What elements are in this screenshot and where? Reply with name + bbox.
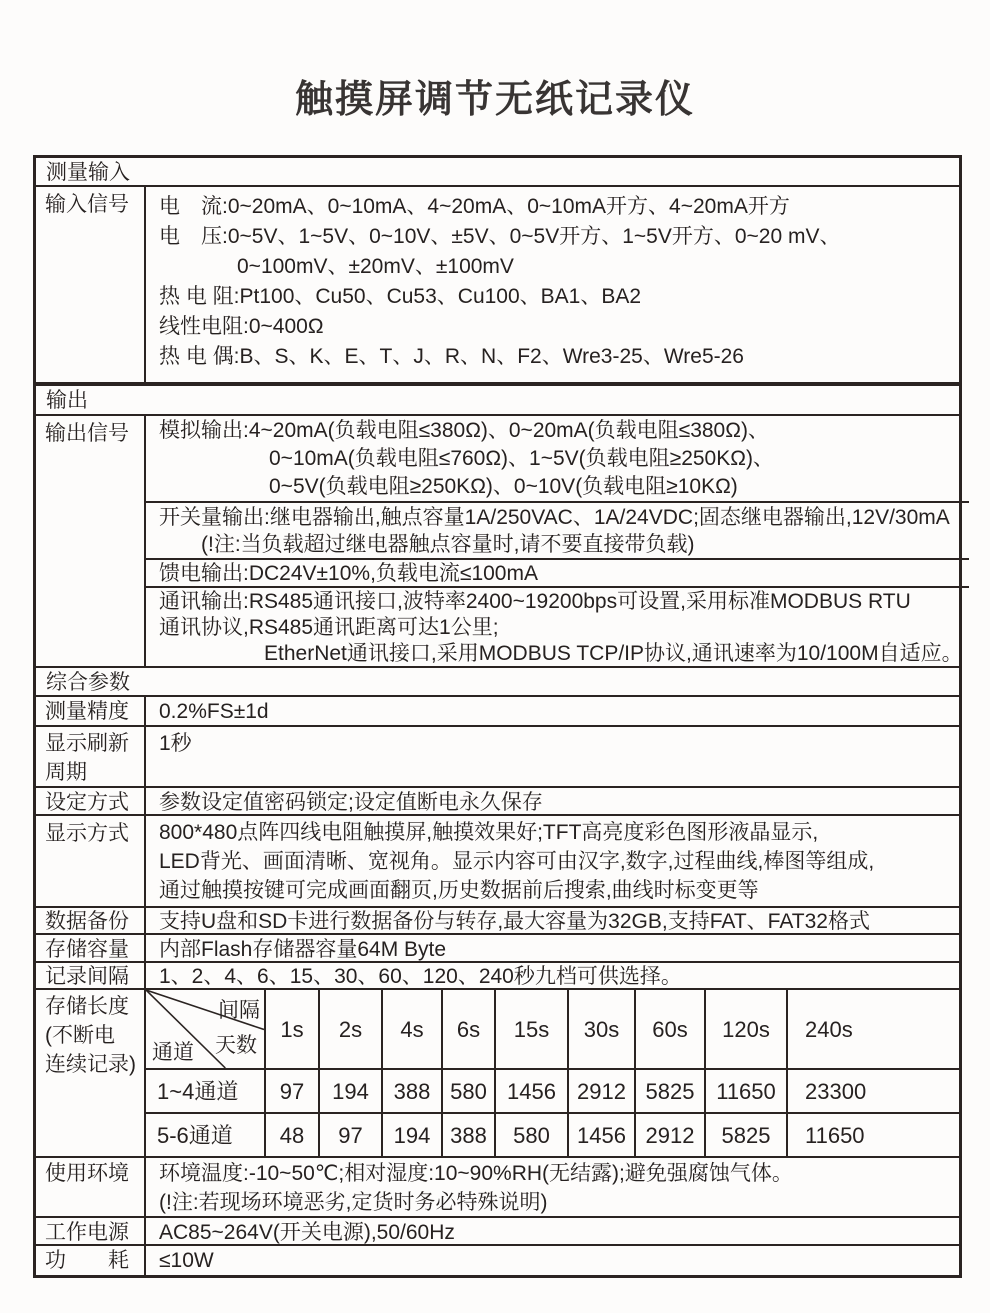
page-title: 触摸屏调节无纸记录仪 xyxy=(294,79,695,121)
label-accuracy: 测量精度 xyxy=(36,697,146,725)
value-refresh: 1秒 xyxy=(159,732,192,755)
spec-line: 馈电输出:DC24V±10%,负载电流≤100mA xyxy=(159,562,538,585)
label-capacity: 存储容量 xyxy=(36,935,146,961)
value-power: AC85~264V(开关电源),50/60Hz xyxy=(159,1221,455,1244)
storage-col-header: 1s xyxy=(265,990,319,1069)
spec-line: 电 压:0~5V、1~5V、0~10V、±5V、0~5V开方、1~5V开方、0~20 mV、 xyxy=(159,225,841,248)
label-refresh xyxy=(36,727,146,786)
storage-cell: 11650 xyxy=(705,1069,787,1113)
storage-cell: 388 xyxy=(442,1113,495,1156)
spec-line: LED背光、画面清晰、宽视角。显示内容可由汉字,数字,过程曲线,棒图等组成, xyxy=(159,850,875,873)
storage-table xyxy=(146,990,959,1156)
label-storage-line2: (不断电 xyxy=(45,1024,115,1047)
value-accuracy: 0.2%FS±1d xyxy=(159,700,269,723)
storage-cell: 5825 xyxy=(705,1113,787,1156)
label-storage-line3: 连续记录) xyxy=(45,1053,136,1076)
section-row-output xyxy=(36,386,959,416)
label-setting: 设定方式 xyxy=(36,788,146,814)
storage-row-label: 1~4通道 xyxy=(146,1069,265,1113)
spec-line: 开关量输出:继电器输出,触点容量1A/250VAC、1A/24VDC;固态继电器输出,12V/30mA xyxy=(159,506,950,529)
storage-cell: 23300 xyxy=(787,1069,959,1113)
spec-line: (!注:若现场环境恶劣,定货时务必特殊说明) xyxy=(159,1191,548,1214)
storage-row-1-4 xyxy=(146,1069,959,1113)
subrow-comm-output xyxy=(146,588,969,668)
row-power xyxy=(36,1218,959,1246)
storage-cell: 580 xyxy=(442,1069,495,1113)
label-input-signal: 输入信号 xyxy=(36,187,146,382)
storage-col-header: 120s xyxy=(705,990,787,1069)
corner-label-days: 天数 xyxy=(215,1034,257,1057)
label-power: 工作电源 xyxy=(36,1218,146,1244)
spec-line: 800*480点阵四线电阻触摸屏,触摸效果好;TFT高亮度彩色图形液晶显示, xyxy=(159,821,819,844)
content-input-signal xyxy=(146,187,959,382)
row-interval xyxy=(36,963,959,990)
storage-cell: 2912 xyxy=(568,1069,635,1113)
storage-cell: 11650 xyxy=(787,1113,959,1156)
label-storage-line1: 存储长度 xyxy=(45,995,129,1018)
content-environment xyxy=(146,1158,959,1216)
row-capacity xyxy=(36,935,959,963)
spec-line: 通讯协议,RS485通讯距离可达1公里; xyxy=(159,616,499,639)
spec-line: 通讯输出:RS485通讯接口,波特率2400~19200bps可设置,采用标准MODBUS RTU xyxy=(159,590,911,613)
label-environment: 使用环境 xyxy=(36,1158,146,1216)
storage-cell: 97 xyxy=(265,1069,319,1113)
spec-line: 通过触摸按键可完成画面翻页,历史数据前后搜索,曲线时标变更等 xyxy=(159,879,759,902)
corner-label-interval: 间隔 xyxy=(218,999,260,1022)
row-backup xyxy=(36,908,959,935)
spec-line: 模拟输出:4~20mA(负载电阻≤380Ω)、0~20mA(负载电阻≤380Ω)、 xyxy=(159,419,769,442)
value-interval: 1、2、4、6、15、30、60、120、240秒九档可供选择。 xyxy=(159,965,682,988)
storage-col-header: 240s xyxy=(787,990,959,1069)
storage-cell: 388 xyxy=(382,1069,442,1113)
row-setting xyxy=(36,788,959,816)
row-consumption xyxy=(36,1246,959,1275)
row-output-signal xyxy=(36,416,963,668)
storage-row-label: 5-6通道 xyxy=(146,1113,265,1156)
spec-line: (!注:当负载超过继电器触点容量时,请不要直接带负载) xyxy=(201,533,695,556)
storage-cell: 194 xyxy=(382,1113,442,1156)
storage-cell: 194 xyxy=(319,1069,382,1113)
storage-col-header: 4s xyxy=(382,990,442,1069)
label-storage-length xyxy=(36,990,146,1156)
spec-line: 线性电阻:0~400Ω xyxy=(159,315,324,338)
label-output-signal: 输出信号 xyxy=(36,416,146,666)
label-interval: 记录间隔 xyxy=(36,963,146,988)
content-output-signal xyxy=(146,416,969,666)
spec-line: EtherNet通讯接口,采用MODBUS TCP/IP协议,通讯速率为10/100M自适应。 xyxy=(264,642,963,665)
value-capacity: 内部Flash存储器容量64M Byte xyxy=(159,938,447,961)
storage-corner-cell xyxy=(146,990,265,1069)
row-refresh xyxy=(36,727,959,788)
content-display xyxy=(146,816,959,906)
storage-cell: 1456 xyxy=(495,1069,568,1113)
section-header-output: 输出 xyxy=(46,389,88,412)
row-environment xyxy=(36,1158,959,1218)
row-input-signal xyxy=(36,187,959,386)
row-display xyxy=(36,816,959,908)
spec-line: 0~100mV、±20mV、±100mV xyxy=(237,255,514,278)
storage-row-5-6 xyxy=(146,1113,959,1156)
value-setting: 参数设定值密码锁定;设定值断电永久保存 xyxy=(159,791,543,814)
value-backup: 支持U盘和SD卡进行数据备份与转存,最大容量为32GB,支持FAT、FAT32格式 xyxy=(159,910,870,933)
spec-line: 0~5V(负载电阻≥250KΩ)、0~10V(负载电阻≥10KΩ) xyxy=(269,475,738,498)
storage-cell: 5825 xyxy=(635,1069,705,1113)
storage-col-header: 2s xyxy=(319,990,382,1069)
storage-cell: 1456 xyxy=(568,1113,635,1156)
storage-cell: 48 xyxy=(265,1113,319,1156)
spec-line: 热 电 偶:B、S、K、E、T、J、R、N、F2、Wre3-25、Wre5-26 xyxy=(159,345,744,368)
subrow-analog-output xyxy=(146,416,969,503)
section-header-measure: 测量输入 xyxy=(46,161,130,184)
spec-line: 电 流:0~20mA、0~10mA、4~20mA、0~10mA开方、4~20mA开方 xyxy=(159,195,790,218)
section-row-general xyxy=(36,668,959,697)
storage-col-header: 6s xyxy=(442,990,495,1069)
corner-label-channel: 通道 xyxy=(152,1041,194,1064)
row-storage-length xyxy=(36,990,959,1158)
spec-table xyxy=(33,155,962,1278)
spec-line: 环境温度:-10~50℃;相对湿度:10~90%RH(无结露);避免强腐蚀气体。 xyxy=(159,1162,793,1185)
subrow-feed-output xyxy=(146,560,969,588)
section-header-general: 综合参数 xyxy=(46,671,130,694)
storage-cell: 2912 xyxy=(635,1113,705,1156)
label-refresh-line2: 周期 xyxy=(45,761,87,784)
spec-line: 热 电 阻:Pt100、Cu50、Cu53、Cu100、BA1、BA2 xyxy=(159,285,642,308)
label-backup: 数据备份 xyxy=(36,908,146,933)
storage-cell: 97 xyxy=(319,1113,382,1156)
spec-line: 0~10mA(负载电阻≤760Ω)、1~5V(负载电阻≥250KΩ)、 xyxy=(269,447,774,470)
storage-col-header: 15s xyxy=(495,990,568,1069)
subrow-switch-output xyxy=(146,503,969,560)
label-consumption: 功 耗 xyxy=(36,1246,146,1275)
storage-cell: 580 xyxy=(495,1113,568,1156)
storage-col-header: 60s xyxy=(635,990,705,1069)
value-consumption: ≤10W xyxy=(159,1249,214,1272)
section-row-measure xyxy=(36,158,959,187)
label-refresh-line1: 显示刷新 xyxy=(45,732,129,755)
storage-table-wrap xyxy=(146,990,959,1156)
row-accuracy xyxy=(36,697,959,727)
label-display: 显示方式 xyxy=(36,816,146,906)
storage-col-header: 30s xyxy=(568,990,635,1069)
